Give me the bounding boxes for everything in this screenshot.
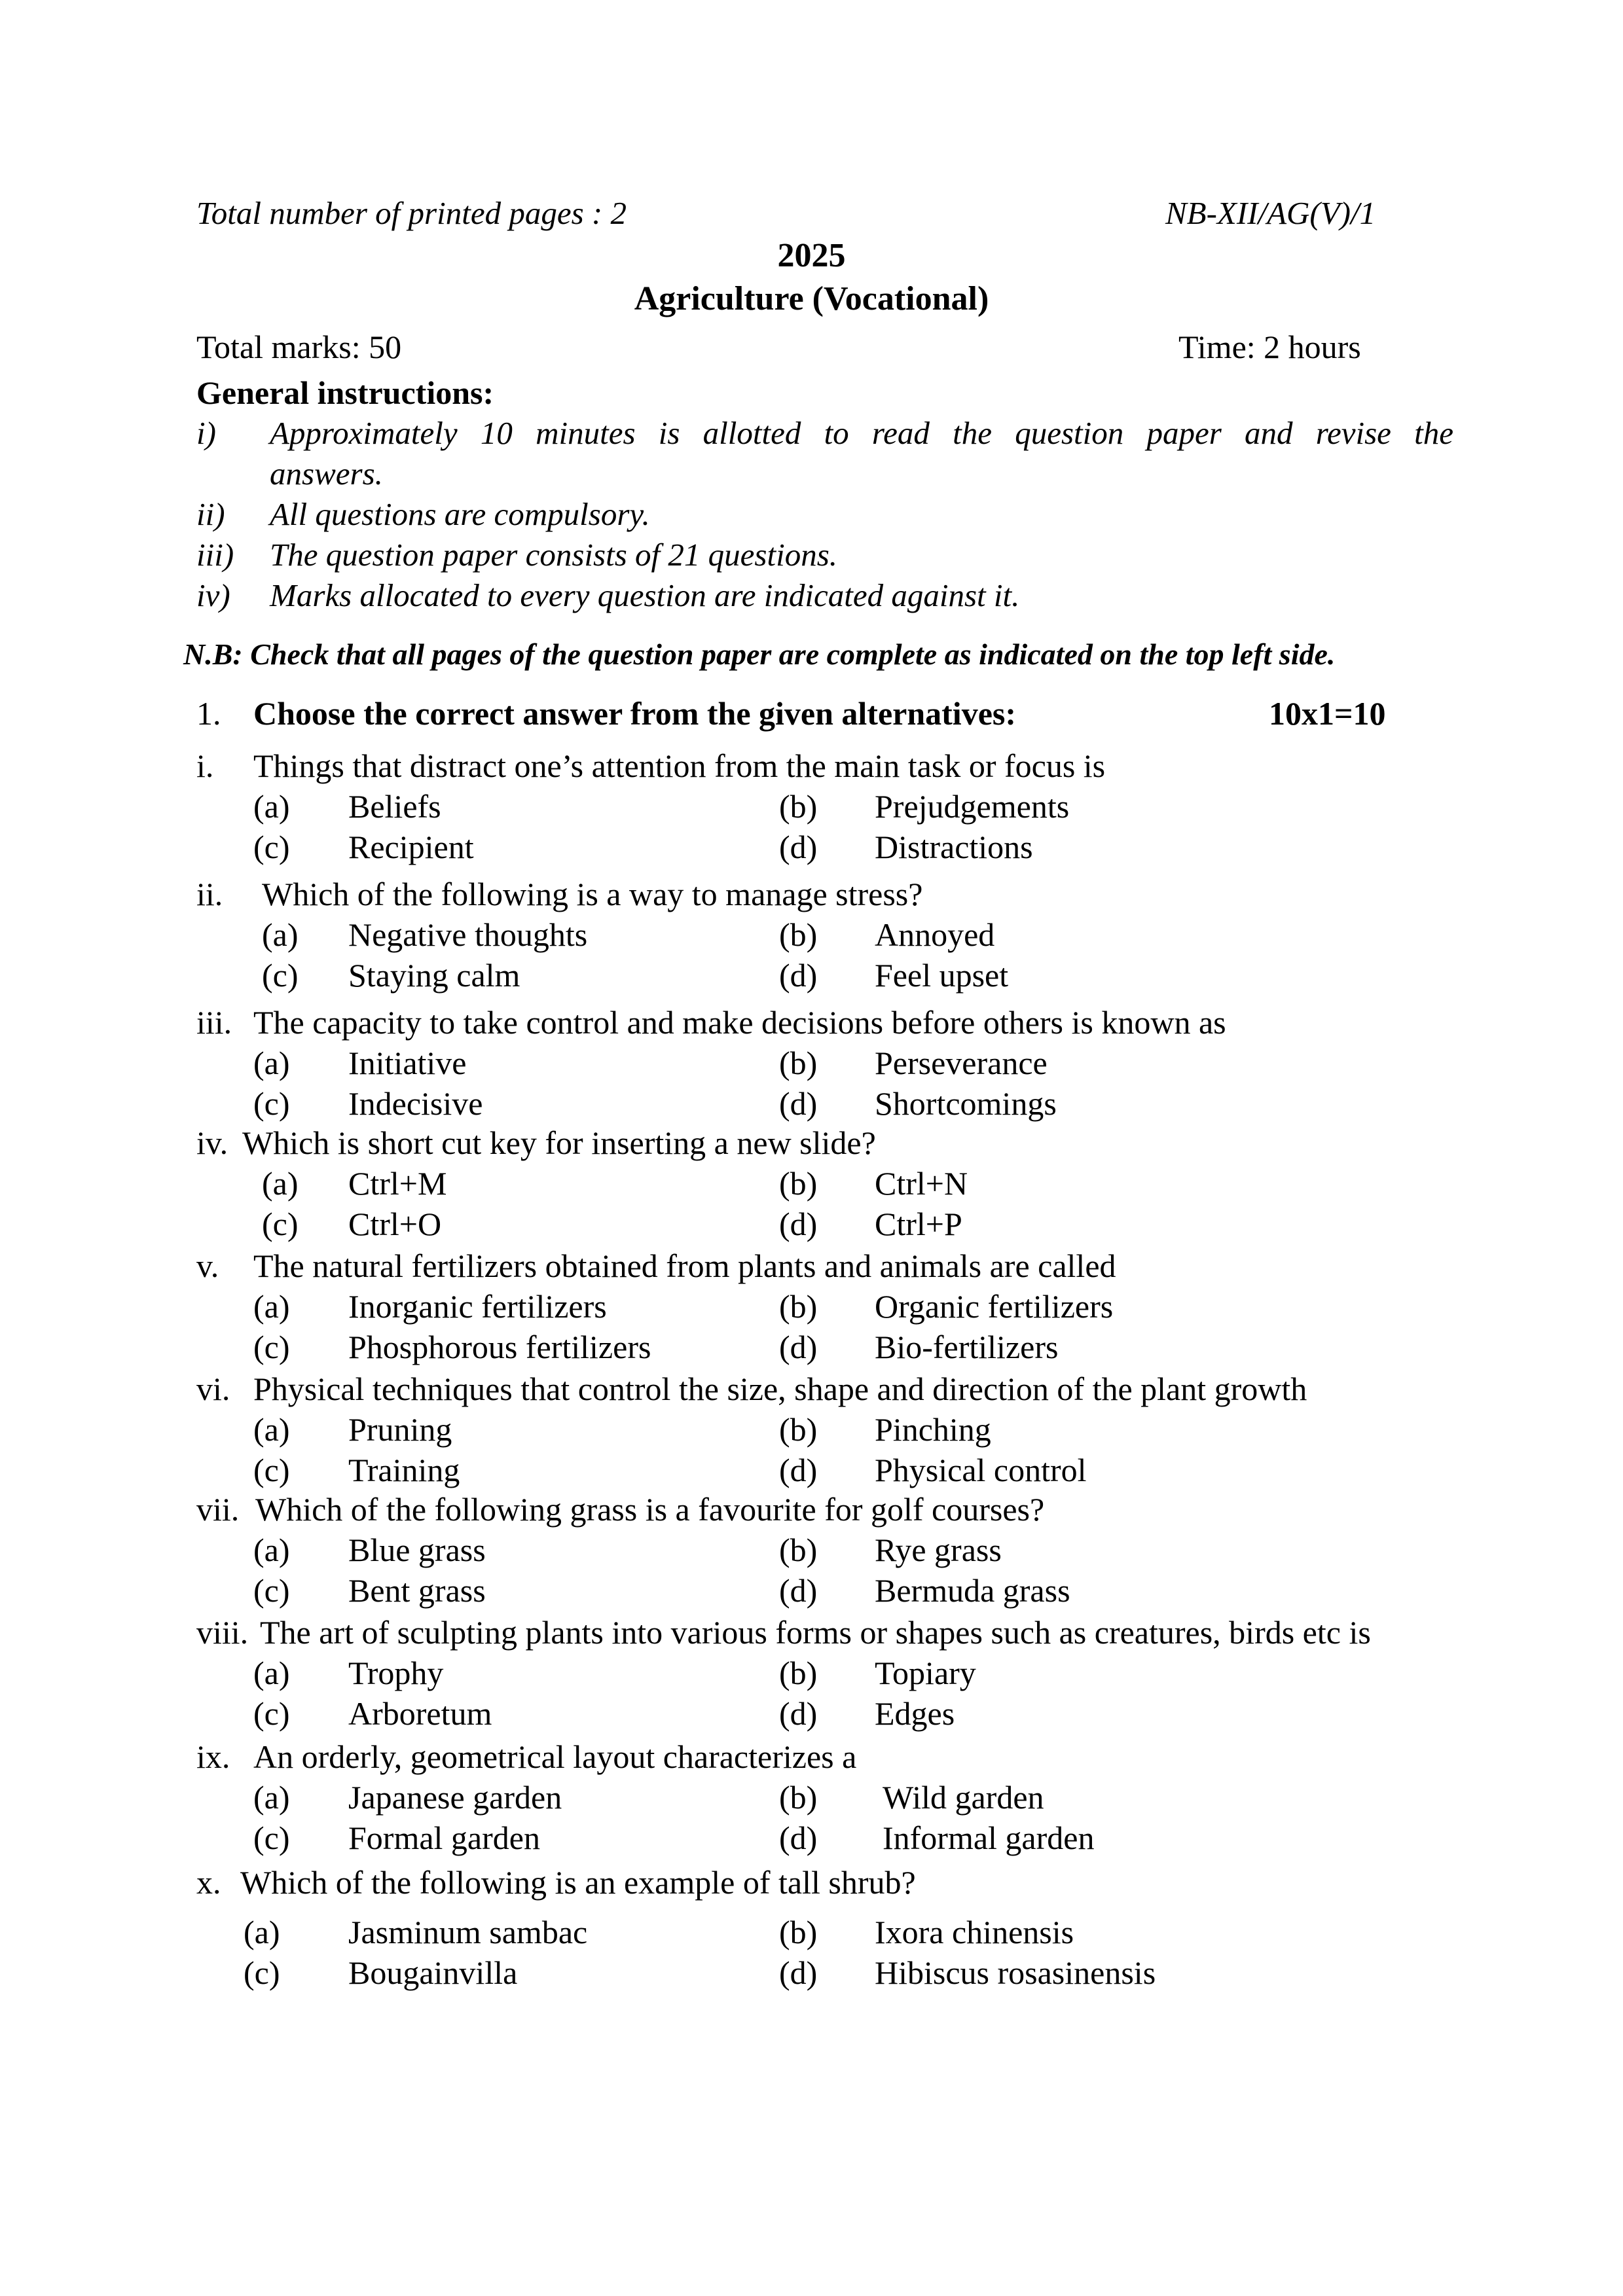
option-text: Formal garden <box>348 1820 540 1856</box>
option-label: (b) <box>779 1165 818 1202</box>
question-text: Things that distract one’s attention from the main task or focus is <box>253 747 1106 784</box>
option-text: Trophy <box>348 1655 444 1691</box>
option-label: (b) <box>779 1914 818 1950</box>
option-label: (a) <box>253 1045 290 1081</box>
instruction-number: iv) <box>196 577 230 613</box>
question-text: The natural fertilizers obtained from plants and animals are called <box>253 1247 1116 1284</box>
question-number: iv. <box>196 1124 228 1161</box>
option-text: Hibiscus rosasinensis <box>875 1954 1156 1991</box>
option-label: (d) <box>779 1085 818 1122</box>
option-text: Ctrl+N <box>875 1165 968 1202</box>
paper-code: NB-XII/AG(V)/1 <box>1165 195 1376 231</box>
option-text: Beliefs <box>348 788 441 825</box>
option-text: Wild garden <box>883 1779 1044 1816</box>
instruction-text: The question paper consists of 21 questions. <box>270 537 838 573</box>
option-label: (c) <box>262 957 299 994</box>
instruction-number: i) <box>196 415 216 451</box>
option-label: (a) <box>262 1165 299 1202</box>
question-number: viii. <box>196 1614 249 1651</box>
question-text: Which of the following grass is a favourite for golf courses? <box>255 1491 1045 1528</box>
option-text: Rye grass <box>875 1532 1002 1568</box>
option-label: (b) <box>779 788 818 825</box>
section-marks: 10x1=10 <box>1269 695 1386 732</box>
option-label: (b) <box>779 1045 818 1081</box>
question-text: Physical techniques that control the size, shape and direction of the plant growth <box>253 1371 1307 1407</box>
nb-note: N.B: Check that all pages of the question paper are complete as indicated on the top left side. <box>183 637 1336 671</box>
option-text: Initiative <box>348 1045 467 1081</box>
option-text: Perseverance <box>875 1045 1048 1081</box>
question-number: x. <box>196 1864 221 1901</box>
question-text: The art of sculpting plants into various forms or shapes such as creatures, birds etc is <box>260 1614 1371 1651</box>
option-text: Topiary <box>875 1655 976 1691</box>
option-text: Inorganic fertilizers <box>348 1288 607 1325</box>
question-number: vii. <box>196 1491 240 1528</box>
option-label: (c) <box>262 1206 299 1242</box>
option-text: Informal garden <box>883 1820 1095 1856</box>
option-text: Shortcomings <box>875 1085 1057 1122</box>
option-text: Pruning <box>348 1411 452 1448</box>
option-label: (d) <box>779 1329 818 1365</box>
option-text: Ctrl+M <box>348 1165 447 1202</box>
option-label: (a) <box>253 1411 290 1448</box>
option-label: (d) <box>779 1820 818 1856</box>
option-label: (c) <box>253 1329 290 1365</box>
option-text: Prejudgements <box>875 788 1070 825</box>
option-text: Feel upset <box>875 957 1009 994</box>
option-label: (b) <box>779 916 818 953</box>
option-label: (a) <box>253 788 290 825</box>
option-label: (a) <box>262 916 299 953</box>
option-label: (c) <box>253 1085 290 1122</box>
question-text: Which of the following is a way to manage stress? <box>262 876 923 912</box>
question-text: Which of the following is an example of tall shrub? <box>240 1864 916 1901</box>
option-text: Pinching <box>875 1411 991 1448</box>
section-title: Choose the correct answer from the given alternatives: <box>253 695 1016 732</box>
option-text: Indecisive <box>348 1085 483 1122</box>
option-label: (c) <box>253 829 290 865</box>
option-text: Bougainvilla <box>348 1954 518 1991</box>
option-text: Edges <box>875 1695 955 1732</box>
option-label: (a) <box>244 1914 280 1950</box>
option-label: (c) <box>253 1820 290 1856</box>
option-text: Phosphorous fertilizers <box>348 1329 651 1365</box>
option-text: Annoyed <box>875 916 995 953</box>
option-label: (d) <box>779 1206 818 1242</box>
option-text: Japanese garden <box>348 1779 562 1816</box>
option-text: Negative thoughts <box>348 916 588 953</box>
instructions-heading: General instructions: <box>196 374 494 411</box>
option-text: Staying calm <box>348 957 520 994</box>
question-number: vi. <box>196 1371 230 1407</box>
option-label: (c) <box>253 1695 290 1732</box>
option-text: Bio-fertilizers <box>875 1329 1059 1365</box>
option-text: Bent grass <box>348 1572 486 1609</box>
printed-pages-note: Total number of printed pages : 2 <box>196 195 627 231</box>
option-label: (b) <box>779 1411 818 1448</box>
option-label: (d) <box>779 957 818 994</box>
option-label: (a) <box>253 1288 290 1325</box>
question-text: Which is short cut key for inserting a new slide? <box>242 1124 876 1161</box>
question-number: v. <box>196 1247 219 1284</box>
section-number: 1. <box>196 695 221 732</box>
exam-year: 2025 <box>777 237 846 274</box>
option-text: Organic fertilizers <box>875 1288 1114 1325</box>
question-number: ix. <box>196 1738 230 1775</box>
question-text: The capacity to take control and make decisions before others is known as <box>253 1004 1226 1041</box>
instruction-text: Approximately 10 minutes is allotted to read the question paper and revise the <box>270 415 1453 451</box>
time-allowed: Time: 2 hours <box>1178 329 1361 365</box>
option-text: Training <box>348 1452 460 1488</box>
option-label: (a) <box>253 1532 290 1568</box>
total-marks: Total marks: 50 <box>196 329 402 365</box>
option-text: Jasminum sambac <box>348 1914 588 1950</box>
option-label: (d) <box>779 1695 818 1732</box>
option-label: (d) <box>779 1452 818 1488</box>
option-label: (b) <box>779 1288 818 1325</box>
option-label: (d) <box>779 829 818 865</box>
option-text: Physical control <box>875 1452 1087 1488</box>
option-text: Blue grass <box>348 1532 486 1568</box>
instruction-text: Marks allocated to every question are indicated against it. <box>270 577 1020 613</box>
option-label: (c) <box>253 1452 290 1488</box>
question-number: ii. <box>196 876 223 912</box>
option-label: (a) <box>253 1779 290 1816</box>
option-text: Distractions <box>875 829 1033 865</box>
question-number: i. <box>196 747 214 784</box>
option-label: (a) <box>253 1655 290 1691</box>
option-text: Recipient <box>348 829 474 865</box>
instruction-text: All questions are compulsory. <box>270 496 650 532</box>
option-label: (d) <box>779 1572 818 1609</box>
option-label: (c) <box>253 1572 290 1609</box>
question-text: An orderly, geometrical layout characterizes a <box>253 1738 857 1775</box>
subject-title: Agriculture (Vocational) <box>634 280 989 317</box>
option-text: Arboretum <box>348 1695 492 1732</box>
option-text: Ctrl+O <box>348 1206 442 1242</box>
instruction-number: ii) <box>196 496 225 532</box>
question-number: iii. <box>196 1004 232 1041</box>
option-label: (b) <box>779 1532 818 1568</box>
option-text: Ixora chinensis <box>875 1914 1074 1950</box>
option-text: Ctrl+P <box>875 1206 962 1242</box>
option-label: (d) <box>779 1954 818 1991</box>
option-text: Bermuda grass <box>875 1572 1070 1609</box>
option-label: (c) <box>244 1954 280 1991</box>
instruction-number: iii) <box>196 537 234 573</box>
option-label: (b) <box>779 1655 818 1691</box>
option-label: (b) <box>779 1779 818 1816</box>
instruction-text-continued: answers. <box>270 456 383 492</box>
